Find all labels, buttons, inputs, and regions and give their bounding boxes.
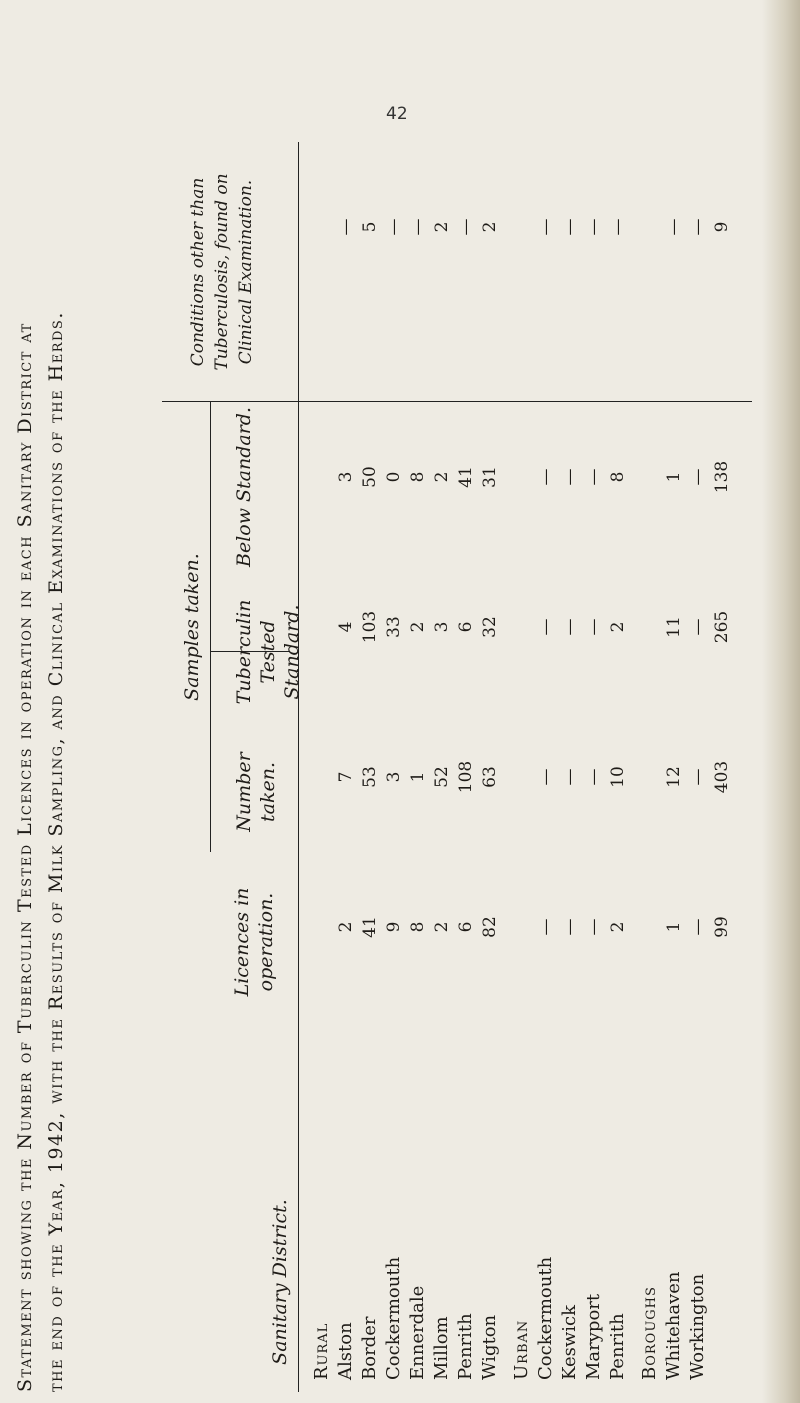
cell-conditions: — <box>560 218 580 236</box>
cell-tt: — <box>560 618 580 636</box>
cell-tt: 32 <box>480 616 500 638</box>
district-label: Penrith <box>607 1313 628 1380</box>
table-row <box>406 142 430 1392</box>
cell-number: — <box>560 768 580 786</box>
cell-below: — <box>584 468 604 486</box>
cell-conditions: 5 <box>360 221 380 233</box>
cell-tt: — <box>688 618 708 636</box>
table-row <box>606 142 630 1392</box>
cell-below: 1 <box>664 471 684 483</box>
table-row <box>558 142 582 1392</box>
cell-tt: — <box>584 618 604 636</box>
cell-licences: 82 <box>480 916 500 938</box>
header-below-standard: Below Standard. <box>233 407 255 568</box>
cell-conditions: — <box>608 218 628 236</box>
table-row <box>382 142 406 1392</box>
cell-licences: 6 <box>456 921 476 933</box>
cell-number: 52 <box>432 766 452 788</box>
cell-number: 63 <box>480 766 500 788</box>
cell-licences: — <box>584 918 604 936</box>
table-row <box>510 142 534 1392</box>
district-label: Keswick <box>559 1304 580 1380</box>
district-label: Workington <box>687 1273 708 1380</box>
rotated-table-page <box>10 142 750 1392</box>
table-row <box>430 142 454 1392</box>
header-samples-taken: Samples taken. <box>181 553 203 701</box>
header-licences: Licences in operation. <box>231 887 277 997</box>
cell-number: 7 <box>336 771 356 783</box>
group-label: Urban <box>511 1319 532 1380</box>
table-row <box>534 142 558 1392</box>
cell-below: 138 <box>712 460 732 494</box>
cell-conditions: — <box>688 218 708 236</box>
header-conditions: Conditions other than Tuberculosis, found on Clinical Examination. <box>188 173 256 371</box>
cell-conditions: — <box>336 218 356 236</box>
district-label: Cockermouth <box>383 1256 404 1380</box>
cell-licences: 1 <box>664 921 684 933</box>
header-tt-standard: Tuberculin Tested Standard. <box>233 599 303 705</box>
cell-below: 50 <box>360 466 380 488</box>
cell-below: 8 <box>408 471 428 483</box>
cell-tt: 265 <box>712 610 732 644</box>
cell-below: 0 <box>384 471 404 483</box>
district-label: Millom <box>431 1316 452 1380</box>
table-row <box>582 142 606 1392</box>
cell-licences: — <box>688 918 708 936</box>
cell-number: — <box>584 768 604 786</box>
cell-number: 1 <box>408 771 428 783</box>
cell-tt: 11 <box>664 616 684 638</box>
cell-number: 10 <box>608 766 628 788</box>
cell-tt: 3 <box>432 621 452 633</box>
header-bottom-rule <box>298 142 299 1392</box>
cell-conditions: — <box>536 218 556 236</box>
district-label: Cockermouth <box>535 1256 556 1380</box>
cell-tt: 6 <box>456 621 476 633</box>
cell-tt: 4 <box>336 621 356 633</box>
cell-below: 8 <box>608 471 628 483</box>
table-row <box>638 142 662 1392</box>
cell-tt: 103 <box>360 610 380 644</box>
district-label: Whitehaven <box>663 1271 684 1380</box>
cell-licences: 41 <box>360 916 380 938</box>
cell-tt: — <box>536 618 556 636</box>
cell-tt: 2 <box>608 621 628 633</box>
header-number-taken: Number taken. <box>233 752 279 832</box>
cell-below: 41 <box>456 466 476 488</box>
cell-licences: 2 <box>336 921 356 933</box>
cell-licences: — <box>560 918 580 936</box>
cell-conditions: — <box>584 218 604 236</box>
table-row <box>686 142 710 1392</box>
district-label: Penrith <box>455 1313 476 1380</box>
cell-number: 12 <box>664 766 684 788</box>
header-sanitary-district: Sanitary District. <box>269 1199 291 1365</box>
cell-number: — <box>536 768 556 786</box>
title-line-2: the end of the Year, 1942, with the Results of Milk Sampling, and Clinical Examinations of the Herds. <box>45 311 67 1392</box>
district-label: Wigton <box>479 1314 500 1380</box>
district-label: Alston <box>335 1322 356 1380</box>
cell-conditions: — <box>408 218 428 236</box>
cell-number: 53 <box>360 766 380 788</box>
cell-licences: 2 <box>432 921 452 933</box>
cell-conditions: 9 <box>712 221 732 233</box>
group-label: Boroughs <box>639 1286 660 1380</box>
cell-below: — <box>560 468 580 486</box>
cell-below: — <box>536 468 556 486</box>
cell-tt: 33 <box>384 616 404 638</box>
table-row <box>358 142 382 1392</box>
cell-conditions: 2 <box>480 221 500 233</box>
cell-below: — <box>688 468 708 486</box>
cell-below: 3 <box>336 471 356 483</box>
cell-licences: 2 <box>608 921 628 933</box>
table-row <box>454 142 478 1392</box>
cell-number: 3 <box>384 771 404 783</box>
cell-below: 31 <box>480 466 500 488</box>
samples-rule <box>210 402 211 852</box>
district-label: Border <box>359 1316 380 1380</box>
district-label: Maryport <box>583 1293 604 1380</box>
title-line-1: Statement showing the Number of Tuberculin Tested Licences in operation in each Sanitary District at <box>14 322 36 1392</box>
table-row <box>334 142 358 1392</box>
cell-licences: 8 <box>408 921 428 933</box>
cell-number: 403 <box>712 760 732 794</box>
statement-title <box>10 142 72 1392</box>
cell-number: — <box>688 768 708 786</box>
cell-tt: 2 <box>408 621 428 633</box>
cell-conditions: — <box>456 218 476 236</box>
cell-licences: 9 <box>384 921 404 933</box>
cell-number: 108 <box>456 760 476 794</box>
cell-below: 2 <box>432 471 452 483</box>
group-label: Rural <box>311 1322 332 1380</box>
cell-conditions: 2 <box>432 221 452 233</box>
page-number: 42 <box>386 104 408 124</box>
table-row <box>662 142 686 1392</box>
cell-licences: — <box>536 918 556 936</box>
district-label: Ennerdale <box>407 1285 428 1380</box>
cell-conditions: — <box>384 218 404 236</box>
table-row <box>310 142 334 1392</box>
table-row <box>710 142 734 1392</box>
page-edge-shadow <box>762 0 800 1403</box>
cell-licences: 99 <box>712 916 732 938</box>
cell-conditions: — <box>664 218 684 236</box>
table-row <box>478 142 502 1392</box>
